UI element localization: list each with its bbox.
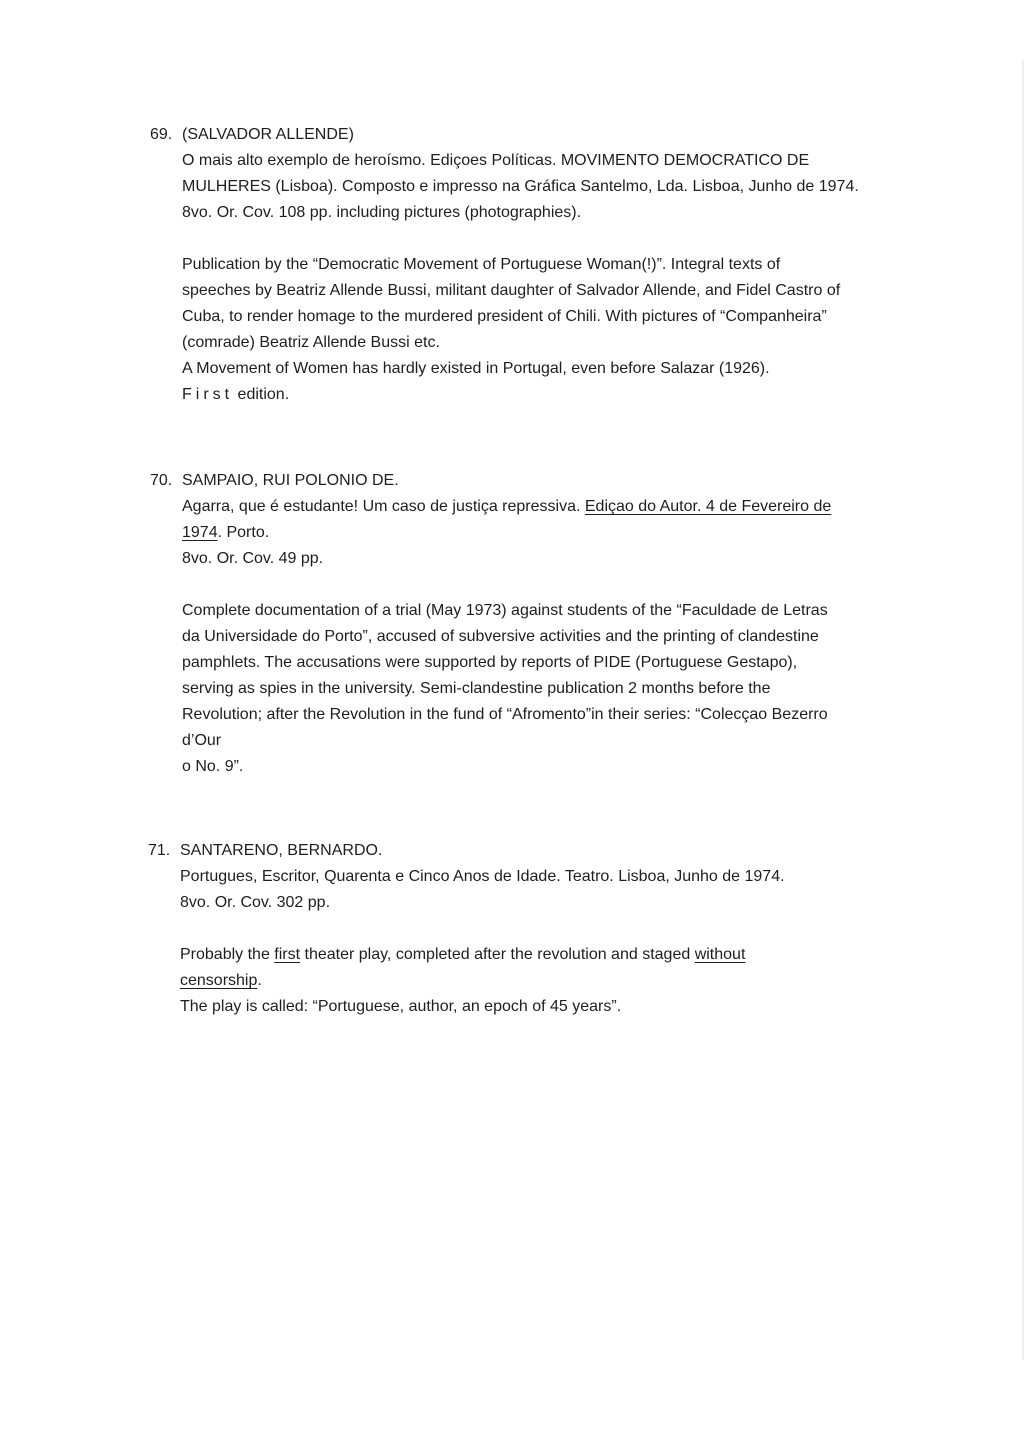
description-line: da Universidade do Porto”, accused of subversive activities and the printing of clandestine [182,628,819,645]
biblio-year-underlined: 1974 [182,524,218,541]
biblio-line: O mais alto exemplo de heroísmo. Ediçoes Políticas. MOVIMENTO DEMOCRATICO DE [182,152,810,169]
description-line [180,968,908,994]
biblio-line: 8vo. Or. Cov. 302 pp. [180,894,331,911]
description-line: A Movement of Women has hardly existed in Portugal, even before Salazar (1926). [182,360,770,377]
description-line: Complete documentation of a trial (May 1973) against students of the “Faculdade de Letras [182,602,828,619]
description-line [180,942,908,968]
catalog-entry-71 [148,838,908,1020]
desc-underlined-without: without [694,946,746,963]
description-line: Publication by the “Democratic Movement of Portuguese Woman(!)”. Integral texts of [182,256,781,273]
biblio-line [182,494,910,520]
entry-number: 71. [148,842,171,859]
description-line: (comrade) Beatriz Allende Bussi etc. [182,334,440,351]
biblio-place: . Porto. [217,524,270,541]
desc-underlined-first: first [274,946,301,963]
biblio-line: 8vo. Or. Cov. 108 pp. including pictures (photographies). [182,204,582,221]
entry-body [182,148,910,408]
catalog-entry-70 [150,468,910,780]
biblio-publisher-underlined: Ediçao do Autor. 4 de Fevereiro de [584,498,832,515]
description-line: serving as spies in the university. Semi-clandestine publication 2 months before the [182,680,771,697]
entry-body [180,864,908,1020]
edition-rest: edition. [233,386,290,403]
entry-number: 69. [150,126,173,143]
description-line: The play is called: “Portuguese, author, an epoch of 45 years”. [180,998,622,1015]
biblio-line [182,520,910,546]
entry-heading-row [150,468,910,494]
entry-number: 70. [150,472,173,489]
biblio-title: Agarra, que é estudante! Um caso de justiça repressiva. [182,498,585,515]
description-line: speeches by Beatriz Allende Bussi, militant daughter of Salvador Allende, and Fidel Castro of [182,282,841,299]
description-line: Cuba, to render homage to the murdered president of Chili. With pictures of “Companheira” [182,308,827,325]
edition-line [182,382,910,408]
entry-body [182,494,910,780]
description-line: o No. 9”. [182,758,244,775]
entry-heading: (SALVADOR ALLENDE) [182,126,354,143]
biblio-line: MULHERES (Lisboa). Composto e impresso na Gráfica Santelmo, Lda. Lisboa, Junho de 1974. [182,178,859,195]
description-line: pamphlets. The accusations were supported by reports of PIDE (Portuguese Gestapo), [182,654,798,671]
catalog-entry-69 [150,122,910,408]
desc-text: Probably the [180,946,275,963]
desc-period: . [257,972,262,989]
entry-heading: SANTARENO, BERNARDO. [180,842,383,859]
entry-heading-row [148,838,908,864]
desc-text: theater play, completed after the revolution and staged [300,946,695,963]
entry-heading: SAMPAIO, RUI POLONIO DE. [182,472,399,489]
biblio-line: Portugues, Escritor, Quarenta e Cinco Anos de Idade. Teatro. Lisboa, Junho de 1974. [180,868,785,885]
edition-spaced-word: First [182,386,234,403]
entry-heading-row [150,122,910,148]
description-line: Revolution; after the Revolution in the fund of “Afromento”in their series: “Colecçao Bezerro [182,706,828,723]
desc-underlined-censorship: censorship [180,972,258,989]
description-line: d’Our [182,732,222,749]
biblio-line: 8vo. Or. Cov. 49 pp. [182,550,324,567]
